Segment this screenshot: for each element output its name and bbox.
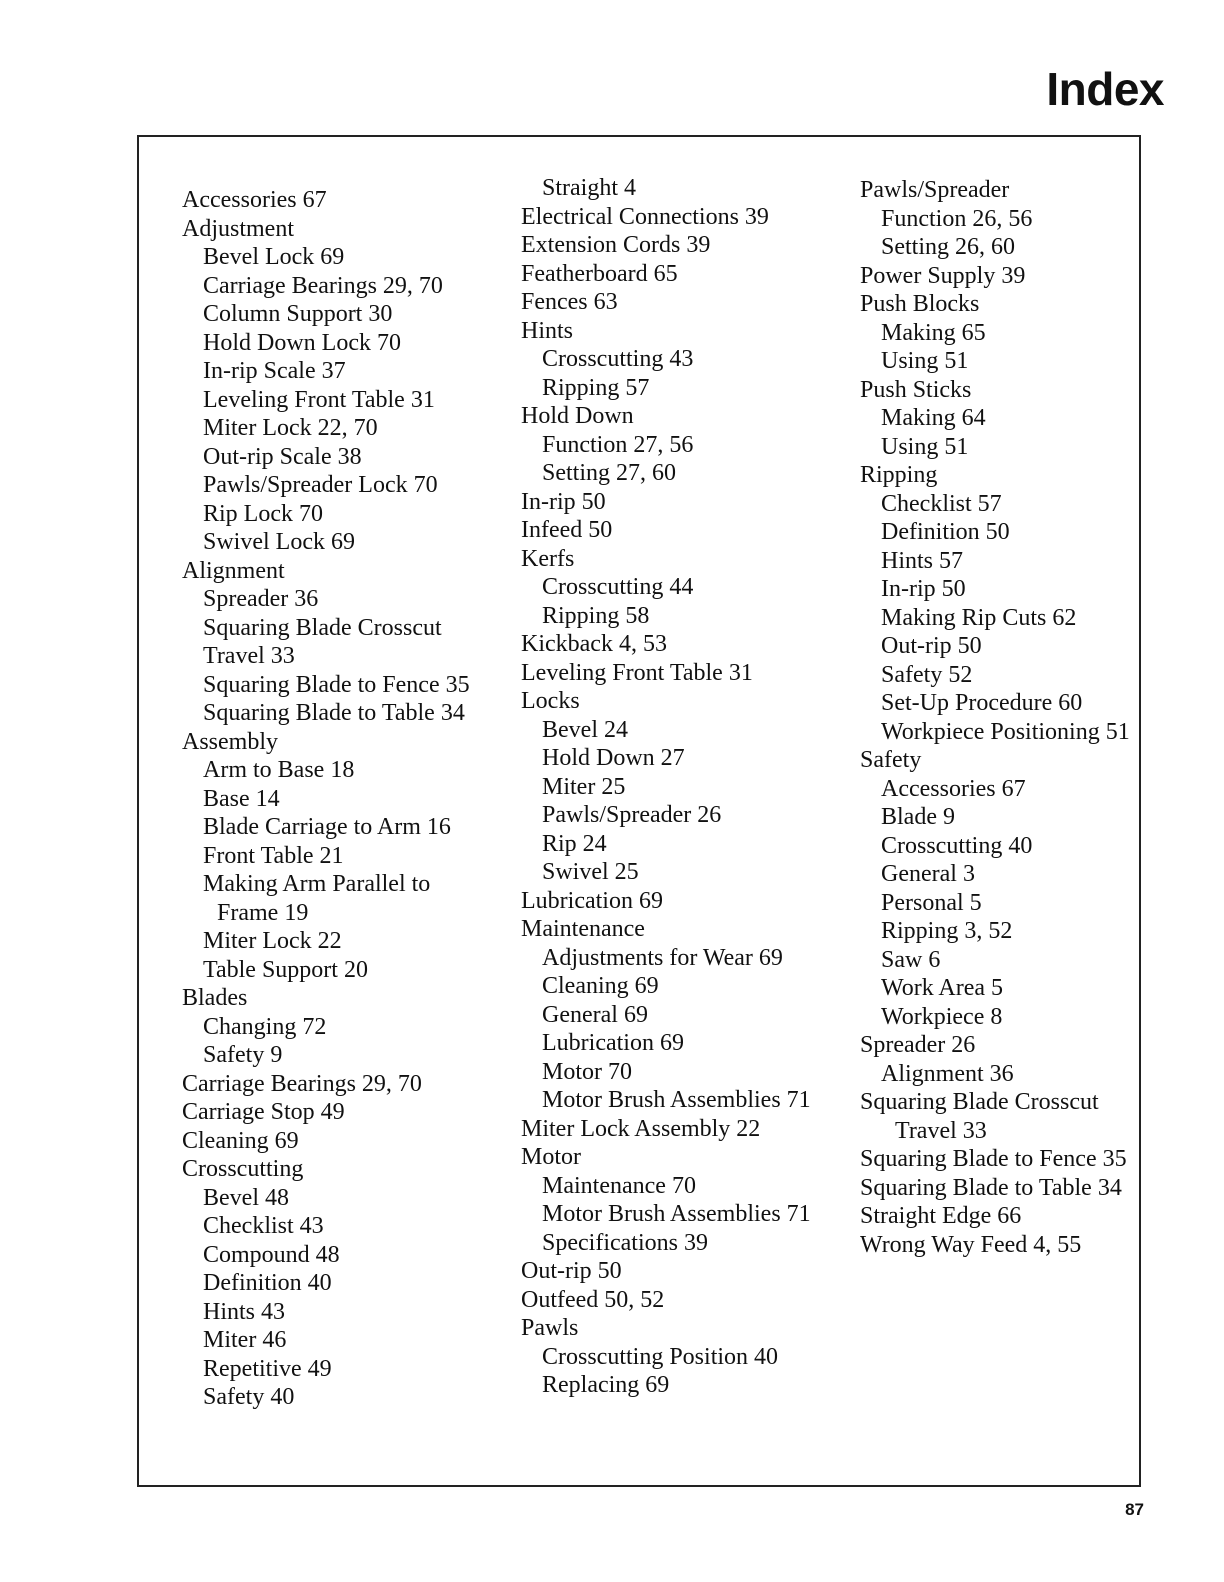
index-subentry: Hints 43 xyxy=(203,1298,286,1325)
index-subentry: Motor 70 xyxy=(542,1058,632,1085)
index-entry: Carriage Bearings 29, 70 xyxy=(182,1070,422,1097)
index-entry: Carriage Stop 49 xyxy=(182,1099,345,1125)
index-entry: Cleaning 69 xyxy=(182,1127,299,1154)
index-entry: Blades xyxy=(182,985,248,1011)
index-subentry: Checklist 43 xyxy=(203,1213,324,1239)
index-entry: Maintenance xyxy=(521,916,645,942)
index-entry: Push Sticks xyxy=(860,376,972,403)
index-entry: Hints xyxy=(521,317,574,344)
index-subentry: Setting 26, 60 xyxy=(881,234,1016,260)
index-subentry: Base 14 xyxy=(203,785,280,812)
index-entry: Pawls xyxy=(521,1315,579,1341)
index-subentry: Ripping 57 xyxy=(542,374,650,401)
index-subentry: Saw 6 xyxy=(881,946,941,973)
index-entry: Infeed 50 xyxy=(521,517,613,543)
index-column-2 xyxy=(521,174,811,1400)
index-subentry: Adjustments for Wear 69 xyxy=(542,944,783,971)
index-subentry: Ripping 58 xyxy=(542,602,650,629)
index-subentry: Safety 52 xyxy=(881,661,973,688)
index-subentry: Changing 72 xyxy=(203,1013,327,1040)
index-entry: Push Blocks xyxy=(860,291,980,317)
index-subentry: Replacing 69 xyxy=(542,1372,670,1398)
index-subentry: Safety 40 xyxy=(203,1384,295,1410)
index-subentry: In-rip Scale 37 xyxy=(203,358,346,384)
index-entry: Featherboard 65 xyxy=(521,260,678,287)
index-entry: Outfeed 50, 52 xyxy=(521,1286,665,1313)
index-subentry: Specifications 39 xyxy=(542,1229,708,1256)
index-subentry: Bevel Lock 69 xyxy=(203,244,345,270)
index-subentry: Making Rip Cuts 62 xyxy=(881,604,1077,631)
index-subentry: Making 65 xyxy=(881,319,986,346)
index-entry: Squaring Blade to Table 34 xyxy=(860,1174,1122,1201)
index-subentry: Cleaning 69 xyxy=(542,973,659,999)
index-subentry: Squaring Blade Crosscut xyxy=(203,614,442,641)
index-subentry: Hints 57 xyxy=(881,547,964,574)
index-entry: Kerfs xyxy=(521,545,575,572)
index-entry: Motor xyxy=(521,1144,581,1170)
index-subentry: Table Support 20 xyxy=(203,956,368,983)
index-entry: Hold Down xyxy=(521,403,634,429)
index-subentry: Column Support 30 xyxy=(203,301,393,327)
index-entry: Crosscutting xyxy=(182,1156,304,1182)
index-subentry: Leveling Front Table 31 xyxy=(203,386,435,413)
index-subentry: In-rip 50 xyxy=(881,576,966,602)
index-subentry: Crosscutting 44 xyxy=(542,574,694,600)
index-subentry: Personal 5 xyxy=(881,889,982,916)
index-subentry: Blade Carriage to Arm 16 xyxy=(203,814,451,840)
index-subentry: Ripping 3, 52 xyxy=(881,918,1013,944)
index-subentry: Squaring Blade to Table 34 xyxy=(203,700,465,726)
index-subentry: Out-rip 50 xyxy=(881,633,982,659)
index-subentry: Making 64 xyxy=(881,405,986,431)
index-entry: Kickback 4, 53 xyxy=(521,631,667,657)
index-entry: Miter Lock Assembly 22 xyxy=(521,1115,761,1142)
index-subentry: Blade 9 xyxy=(881,804,955,830)
index-column-3 xyxy=(860,176,1130,1259)
index-subentry: Miter 25 xyxy=(542,773,626,800)
index-subentry: Compound 48 xyxy=(203,1241,340,1268)
index-subentry: Frame 19 xyxy=(217,899,309,926)
index-subentry: Crosscutting Position 40 xyxy=(542,1343,779,1370)
index-subentry: Rip Lock 70 xyxy=(203,500,323,527)
index-entry: Ripping xyxy=(860,462,938,488)
index-subentry: Crosscutting 43 xyxy=(542,346,694,372)
index-subentry: Checklist 57 xyxy=(881,490,1002,517)
index-subentry: Arm to Base 18 xyxy=(203,757,355,783)
index-subentry: Using 51 xyxy=(881,348,969,374)
index-subentry: Workpiece Positioning 51 xyxy=(881,718,1130,745)
index-entry: Pawls/Spreader xyxy=(860,177,1010,203)
index-subentry: Workpiece 8 xyxy=(881,1003,1003,1030)
index-entry: Lubrication 69 xyxy=(521,887,663,914)
index-subentry: Pawls/Spreader Lock 70 xyxy=(203,472,438,498)
index-subentry: Definition 40 xyxy=(203,1270,332,1296)
index-subentry: General 69 xyxy=(542,1001,648,1028)
index-entry: In-rip 50 xyxy=(521,488,606,515)
index-column-1 xyxy=(182,186,470,1412)
index-entry: Accessories 67 xyxy=(182,187,327,213)
index-subentry: Work Area 5 xyxy=(881,975,1004,1001)
index-subentry: Miter 46 xyxy=(203,1327,287,1353)
index-subentry: Maintenance 70 xyxy=(542,1172,696,1199)
index-subentry: Squaring Blade to Fence 35 xyxy=(203,671,470,698)
index-subentry: Front Table 21 xyxy=(203,842,344,869)
index-subentry: Accessories 67 xyxy=(881,775,1026,802)
index-entry: Power Supply 39 xyxy=(860,262,1026,289)
index-subentry: Travel 33 xyxy=(895,1117,987,1144)
index-subentry: Swivel Lock 69 xyxy=(203,529,355,555)
index-subentry: Bevel 48 xyxy=(203,1184,289,1211)
index-subentry: Safety 9 xyxy=(203,1042,283,1068)
index-subentry: Miter Lock 22, 70 xyxy=(203,415,378,441)
index-subentry: Pawls/Spreader 26 xyxy=(542,802,722,828)
index-subentry: Using 51 xyxy=(881,433,969,460)
index-subentry: Carriage Bearings 29, 70 xyxy=(203,272,443,299)
index-subentry: Swivel 25 xyxy=(542,859,639,885)
index-subentry: Making Arm Parallel to xyxy=(203,871,431,897)
index-entry: Fences 63 xyxy=(521,289,618,315)
page-number: 87 xyxy=(1125,1500,1144,1519)
index-entry: Assembly xyxy=(182,728,278,755)
index-subentry: Function 27, 56 xyxy=(542,431,694,458)
index-subentry: Lubrication 69 xyxy=(542,1030,684,1056)
index-entry: Alignment xyxy=(182,557,285,584)
index-subentry: Alignment 36 xyxy=(881,1060,1014,1087)
index-subentry: Miter Lock 22 xyxy=(203,928,342,954)
index-subentry: Bevel 24 xyxy=(542,716,628,743)
index-entry: Adjustment xyxy=(182,215,294,242)
index-entry: Squaring Blade to Fence 35 xyxy=(860,1146,1127,1172)
index-entry: Safety xyxy=(860,747,922,773)
index-entry: Squaring Blade Crosscut xyxy=(860,1089,1099,1115)
index-entry: Leveling Front Table 31 xyxy=(521,659,753,686)
index-subentry: Crosscutting 40 xyxy=(881,832,1033,859)
index-entry: Extension Cords 39 xyxy=(521,232,711,258)
index-subentry: Set-Up Procedure 60 xyxy=(881,690,1083,716)
index-subentry: Repetitive 49 xyxy=(203,1355,332,1382)
index-subentry: Setting 27, 60 xyxy=(542,460,677,486)
index-entry: Electrical Connections 39 xyxy=(521,203,769,230)
index-subentry: Out-rip Scale 38 xyxy=(203,443,362,470)
index-entry: Wrong Way Feed 4, 55 xyxy=(860,1231,1082,1258)
index-subentry: Rip 24 xyxy=(542,830,607,857)
index-entry: Out-rip 50 xyxy=(521,1258,622,1284)
index-entry: Straight Edge 66 xyxy=(860,1203,1022,1229)
index-entry: Spreader 26 xyxy=(860,1032,976,1058)
index-subentry: Function 26, 56 xyxy=(881,205,1033,232)
index-subentry: Motor Brush Assemblies 71 xyxy=(542,1087,811,1113)
index-subentry: Spreader 36 xyxy=(203,586,319,612)
index-subentry: Straight 4 xyxy=(542,175,636,201)
index-subentry: General 3 xyxy=(881,861,975,887)
index-entry: Locks xyxy=(521,688,580,714)
index-subentry: Motor Brush Assemblies 71 xyxy=(542,1201,811,1227)
index-subentry: Hold Down 27 xyxy=(542,745,685,771)
index-subentry: Travel 33 xyxy=(203,643,295,669)
index-subentry: Definition 50 xyxy=(881,519,1010,545)
page-title: Index xyxy=(1046,63,1164,115)
index-subentry: Hold Down Lock 70 xyxy=(203,329,401,356)
